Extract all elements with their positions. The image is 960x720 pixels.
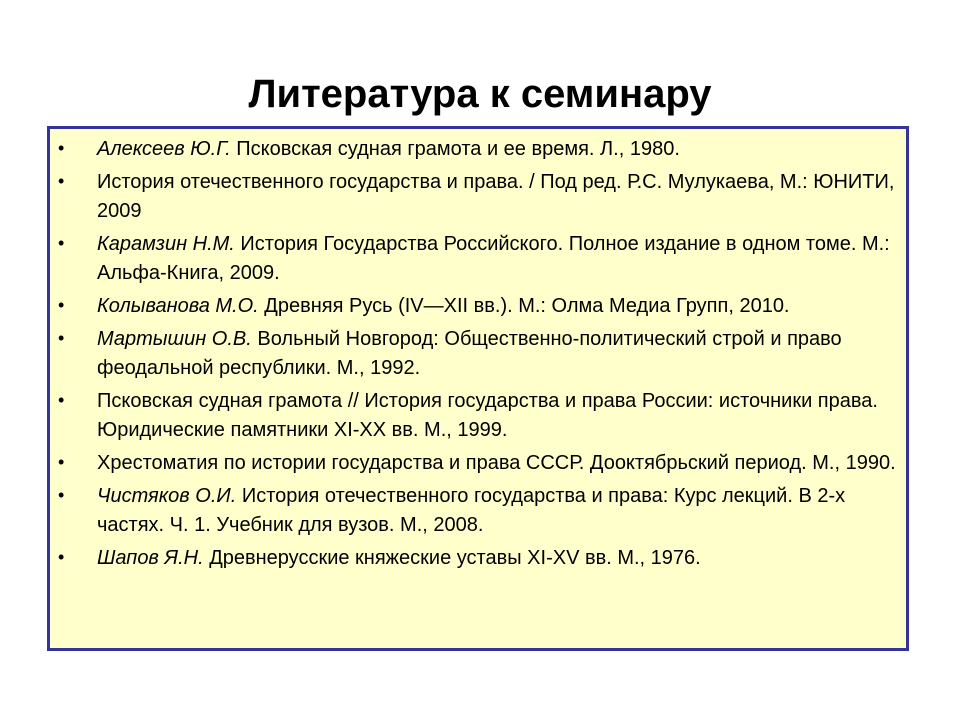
bullet-icon: • (58, 452, 65, 472)
reference-author: Карамзин Н.М. (97, 233, 235, 255)
reference-author: Мартышин О.В. (97, 328, 252, 350)
reference-text: Вольный Новгород: Общественно-политический строй и право феодальной республики. М., 1992. (97, 328, 842, 379)
slide-title: Литература к семинару (248, 72, 712, 116)
reference-item (50, 482, 906, 540)
reference-author: Шапов Я.Н. (97, 547, 204, 569)
bullet-icon: • (58, 138, 65, 158)
bullet-icon: • (58, 171, 65, 191)
reference-text: Псковская судная грамота и ее время. Л., 1980. (236, 138, 680, 160)
bullet-icon: • (58, 390, 65, 410)
reference-item (50, 449, 906, 478)
reference-text: История отечественного государства и права. / Под ред. Р.С. Мулукаева, М.: ЮНИТИ, 2009 (97, 171, 895, 222)
literature-box (47, 126, 909, 651)
reference-item (50, 292, 906, 321)
reference-item (50, 135, 906, 164)
reference-author: Алексеев Ю.Г. (97, 138, 231, 160)
reference-item (50, 544, 906, 573)
bullet-icon: • (58, 485, 65, 505)
reference-author: Колыванова М.О. (97, 295, 259, 317)
reference-item (50, 230, 906, 288)
bullet-icon: • (58, 328, 65, 348)
bullet-icon: • (58, 233, 65, 253)
bullet-icon: • (58, 547, 65, 567)
reference-text: Древнерусские княжеские уставы XI-XV вв. М., 1976. (209, 547, 701, 569)
reference-author: Чистяков О.И. (97, 485, 237, 507)
bullet-icon: • (58, 295, 65, 315)
reference-text: История Государства Российского. Полное издание в одном томе. М.: Альфа-Книга, 2009. (97, 233, 890, 284)
reference-item (50, 325, 906, 383)
reference-text: Древняя Русь (IV—XII вв.). М.: Олма Медиа Групп, 2010. (264, 295, 790, 317)
reference-list (50, 135, 906, 577)
reference-text: История отечественного государства и права: Курс лекций. В 2-х частях. Ч. 1. Учебник для вузов. М., 2008. (97, 485, 846, 536)
reference-text: Псковская судная грамота // История государства и права России: источники права. Юридические памятники XI-XX вв. М., 1999. (97, 390, 878, 441)
reference-item (50, 168, 906, 226)
reference-text: Хрестоматия по истории государства и права СССР. Дооктябрьский период. М., 1990. (97, 452, 896, 474)
reference-item (50, 387, 906, 445)
